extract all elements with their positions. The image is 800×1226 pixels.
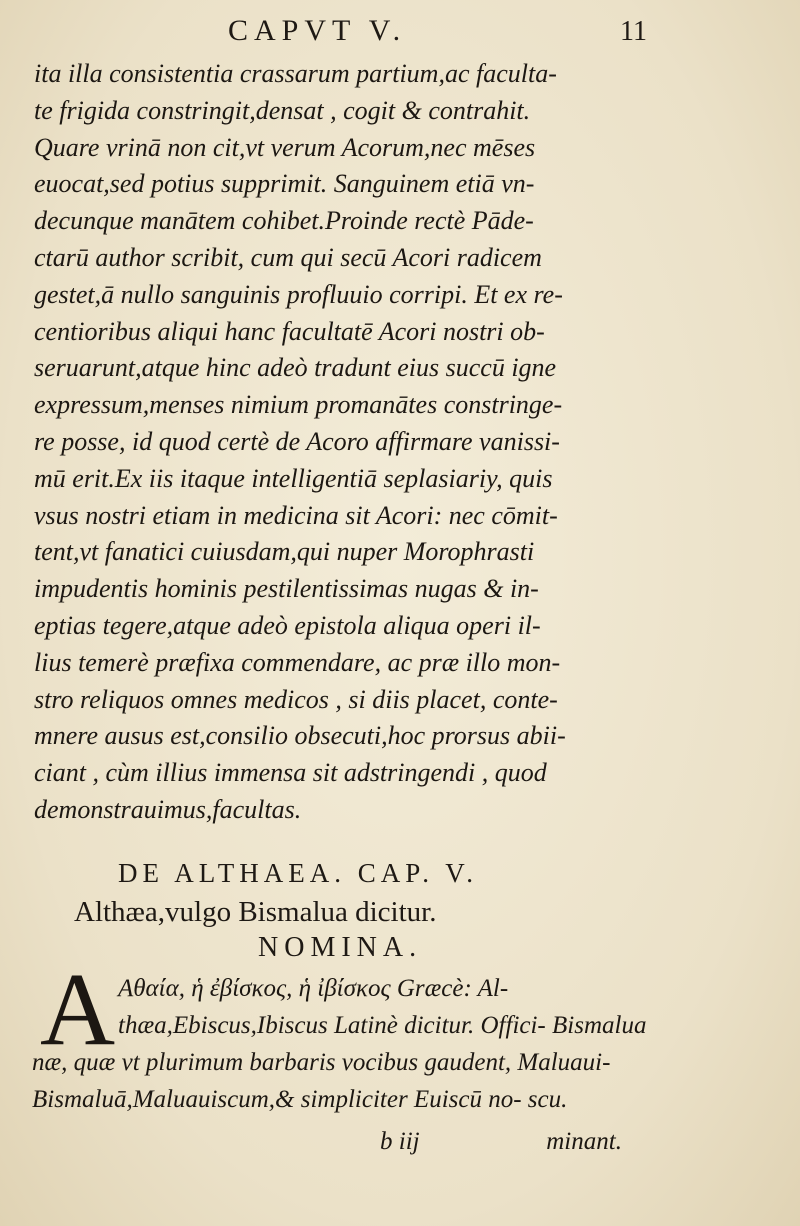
entry-line: næ, quæ vt plurimum barbaris vocibus gaudent, Maluaui- xyxy=(32,1049,611,1076)
text-line: mū erit.Ex iis itaque intelligentiā seplasiariy, quis xyxy=(34,463,553,493)
entry-line: thæa,Ebiscus,Ibiscus Latinè dicitur. Offici- Bismalua xyxy=(118,1012,647,1039)
page-number: 11 xyxy=(620,16,647,47)
text-line: centioribus aliqui hanc facultatē Acori nostri ob- xyxy=(34,316,545,346)
entry-line: Αθαία, ἡ ἐβίσκος, ἡ ἰβίσκος Græcè: Al- xyxy=(118,975,509,1002)
entry-line: Bismaluā,Maluauiscum,& simpliciter Euiscū no- scu. xyxy=(32,1086,568,1113)
running-head: CAPVT V. xyxy=(228,14,407,47)
text-line: eptias tegere,atque adeò epistola aliqua operi il- xyxy=(34,610,541,640)
text-line: gestet,ā nullo sanguinis profluuio corripi. Et ex re- xyxy=(34,279,563,309)
text-line: stro reliquos omnes medicos , si diis placet, conte- xyxy=(34,684,558,714)
text-line: ctarū author scribit, cum qui secū Acori radicem xyxy=(34,242,542,272)
page-footer xyxy=(380,1128,622,1156)
chapter-subheading: Althæa,vulgo Bismalua dicitur. xyxy=(74,896,437,928)
text-line: ita illa consistentia crassarum partium,ac faculta- xyxy=(34,59,557,88)
nomina-heading: NOMINA. xyxy=(258,932,423,963)
text-line: Quare vrinā non cit,vt verum Acorum,nec mēses xyxy=(34,132,536,162)
text-line: vsus nostri etiam in medicina sit Acori: nec cōmit- xyxy=(34,500,558,530)
catchword: minant. xyxy=(546,1128,622,1155)
text-line: re posse, id quod certè de Acoro affirmare vanissi- xyxy=(34,426,560,456)
text-line: ciant , cùm illius immensa sit adstringendi , quod xyxy=(34,758,547,788)
text-line: euocat,sed potius supprimit. Sanguinem etiā vn- xyxy=(34,169,535,199)
chapter-heading: DE ALTHAEA. CAP. V. xyxy=(118,858,479,888)
text-line: mnere ausus est,consilio obsecuti,hoc prorsus abii- xyxy=(34,721,566,751)
signature-mark: b iij xyxy=(380,1128,420,1155)
text-line: impudentis hominis pestilentissimas nugas & in- xyxy=(34,574,539,604)
text-line: expressum,menses nimium promanātes constringe- xyxy=(34,390,563,420)
nomina-entry xyxy=(32,970,798,1118)
text-line: decunque manātem cohibet.Proinde rectè Pāde- xyxy=(34,206,534,236)
text-line: tent,vt fanatici cuiusdam,qui nuper Morophrasti xyxy=(34,537,535,567)
page-header xyxy=(0,10,800,50)
text-line: te frigida constringit,densat , cogit & contrahit. xyxy=(34,95,531,125)
text-line: seruarunt,atque hinc adeò tradunt eius succū igne xyxy=(34,353,557,383)
text-line: demonstrauimus,facultas. xyxy=(34,794,302,824)
drop-capital: A xyxy=(40,952,116,1067)
body-text xyxy=(34,56,794,829)
text-line: lius temerè præfixa commendare, ac præ illo mon- xyxy=(34,647,561,677)
